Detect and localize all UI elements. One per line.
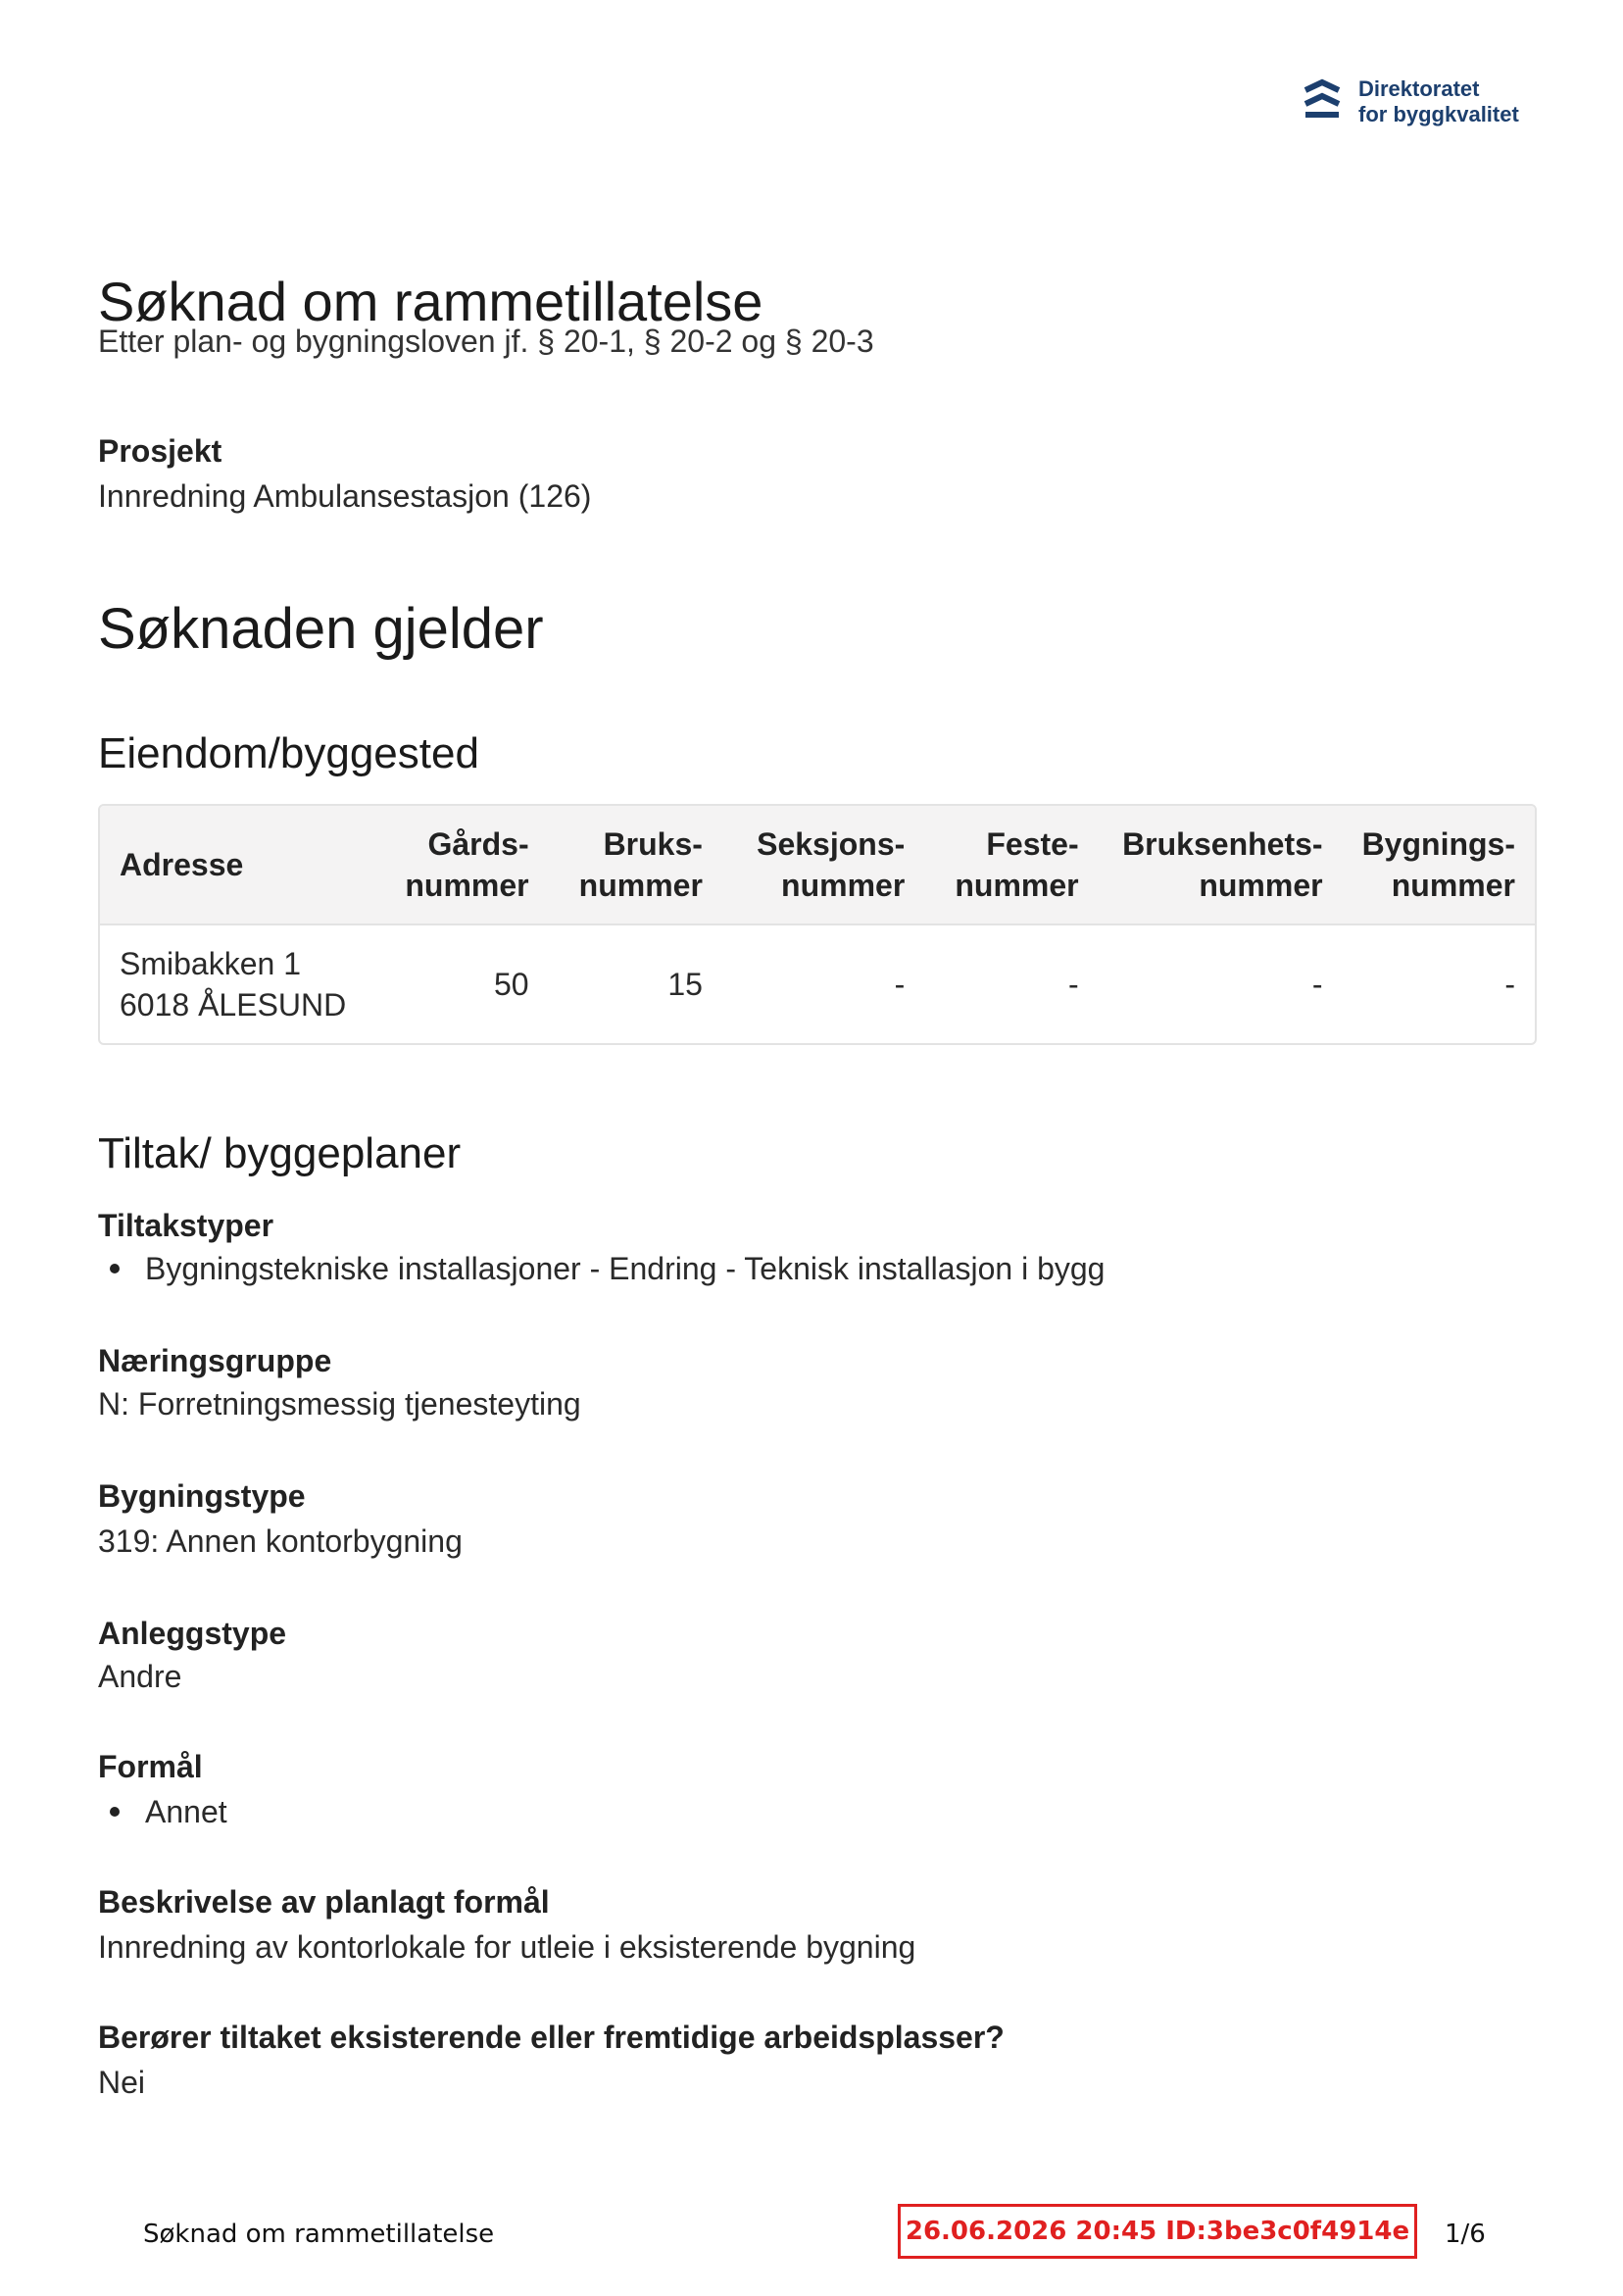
column-header-bygningsnummer: Bygnings- nummer xyxy=(1343,806,1535,924)
column-header-seksjonsnummer: Seksjons- nummer xyxy=(722,806,924,924)
property-heading: Eiendom/byggested xyxy=(98,729,479,777)
formal-label: Formål xyxy=(98,1749,203,1784)
cell-bygningsnummer: - xyxy=(1343,924,1535,1043)
table-header-row xyxy=(100,806,1535,924)
document-subtitle: Etter plan- og bygningsloven jf. § 20-1, § 20-2 og § 20-3 xyxy=(98,324,874,359)
measures-heading: Tiltak/ byggeplaner xyxy=(98,1129,462,1177)
logo-line-2: for byggkvalitet xyxy=(1358,102,1519,126)
timestamp-stamp: 26.06.2026 20:45 ID:3be3c0f4914e xyxy=(898,2204,1417,2259)
naeringsgruppe-value: N: Forretningsmessig tjenesteyting xyxy=(98,1386,581,1422)
naeringsgruppe-label: Næringsgruppe xyxy=(98,1343,332,1378)
bygningstype-label: Bygningstype xyxy=(98,1478,306,1514)
arbeidsplasser-label: Berører tiltaket eksisterende eller fremtidige arbeidsplasser? xyxy=(98,2020,1005,2055)
anleggstype-value: Andre xyxy=(98,1659,182,1694)
document-title: Søknad om rammetillatelse xyxy=(98,271,763,332)
bullet-icon xyxy=(110,1264,120,1273)
property-table xyxy=(98,804,1537,1045)
project-value: Innredning Ambulansestasjon (126) xyxy=(98,478,592,514)
beskrivelse-label: Beskrivelse av planlagt formål xyxy=(98,1884,550,1920)
cell-seksjonsnummer: - xyxy=(722,924,924,1043)
page-number: 1/6 xyxy=(1445,2220,1486,2249)
table-row xyxy=(100,924,1535,1043)
column-header-gardsnummer: Gårds- nummer xyxy=(374,806,548,924)
column-header-festenummer: Feste- nummer xyxy=(924,806,1098,924)
cell-bruksenhetsnummer: - xyxy=(1099,924,1343,1043)
column-header-bruksnummer: Bruks- nummer xyxy=(549,806,722,924)
project-label: Prosjekt xyxy=(98,433,222,469)
logo-text xyxy=(1358,76,1519,127)
column-header-adresse: Adresse xyxy=(100,806,374,924)
section-title: Søknaden gjelder xyxy=(98,597,544,661)
arbeidsplasser-value: Nei xyxy=(98,2065,146,2100)
column-header-bruksenhetsnummer: Bruksenhets- nummer xyxy=(1099,806,1343,924)
cell-gardsnummer: 50 xyxy=(374,924,548,1043)
dibk-logo xyxy=(1302,76,1519,127)
tiltakstyper-label: Tiltakstyper xyxy=(98,1208,274,1243)
list-item: Bygningstekniske installasjoner - Endring - Teknisk installasjon i bygg xyxy=(110,1251,1105,1287)
list-item: Annet xyxy=(110,1794,227,1830)
logo-line-1: Direktoratet xyxy=(1358,76,1480,101)
beskrivelse-value: Innredning av kontorlokale for utleie i eksisterende bygning xyxy=(98,1929,916,1965)
cell-bruksnummer: 15 xyxy=(549,924,722,1043)
bygningstype-value: 319: Annen kontorbygning xyxy=(98,1523,463,1559)
anleggstype-label: Anleggstype xyxy=(98,1616,287,1651)
dibk-logo-mark-icon xyxy=(1302,78,1343,125)
footer-document-title: Søknad om rammetillatelse xyxy=(143,2220,495,2249)
cell-festenummer: - xyxy=(924,924,1098,1043)
cell-adresse: Smibakken 1 6018 ÅLESUND xyxy=(100,924,374,1043)
bullet-icon xyxy=(110,1807,120,1817)
